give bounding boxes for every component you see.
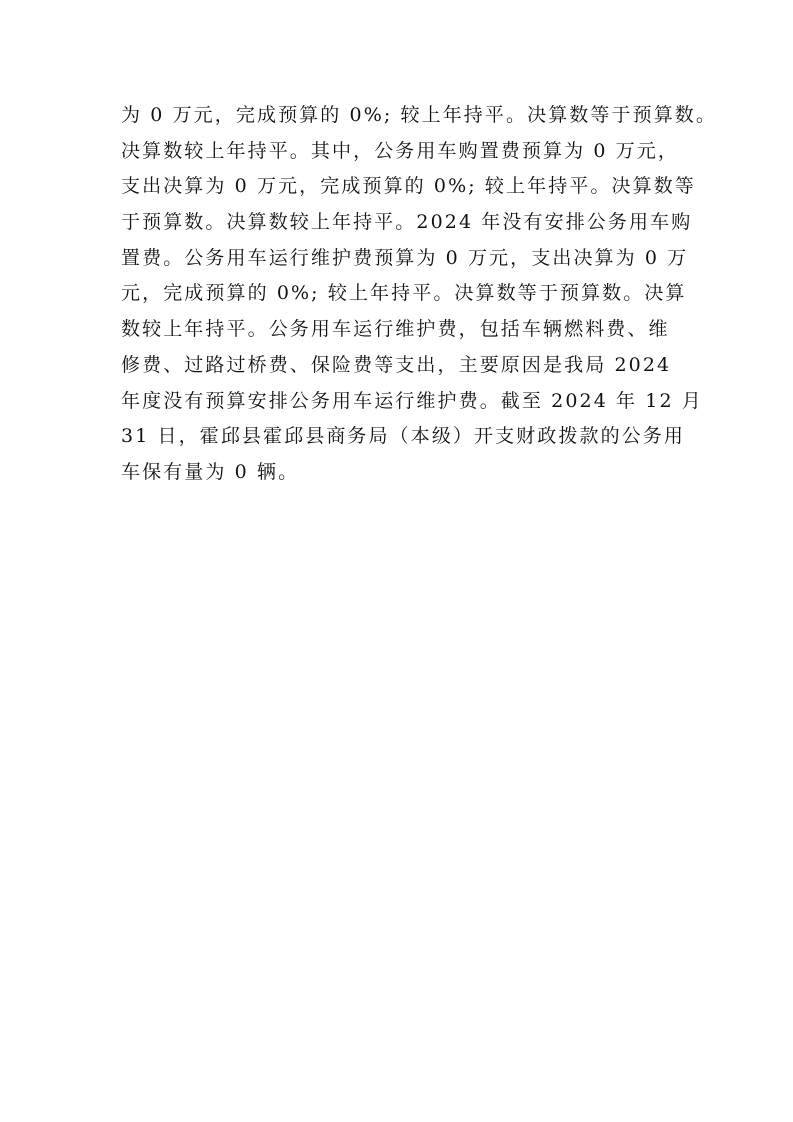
text-line: 于预算数。决算数较上年持平。2024 年没有安排公务用车购 xyxy=(121,211,693,234)
text-line: 车保有量为 0 辆。 xyxy=(121,460,300,483)
text-line: 元，完成预算的 0%; 较上年持平。决算数等于预算数。决算 xyxy=(121,282,687,305)
text-line: 修费、过路过桥费、保险费等支出，主要原因是我局 2024 xyxy=(121,353,672,376)
text-line: 支出决算为 0 万元，完成预算的 0%; 较上年持平。决算数等 xyxy=(121,175,696,198)
text-line: 为 0 万元，完成预算的 0%; 较上年持平。决算数等于预算数。 xyxy=(121,104,717,126)
text-line: 置费。公务用车运行维护费预算为 0 万元，支出决算为 0 万 xyxy=(121,246,689,269)
text-line: 数较上年持平。公务用车运行维护费，包括车辆燃料费、维 xyxy=(121,318,670,341)
body-paragraph xyxy=(121,98,717,491)
text-line: 年度没有预算安排公务用车运行维护费。截至 2024 年 12 月 xyxy=(121,389,703,412)
text-line: 决算数较上年持平。其中，公务用车购置费预算为 0 万元， xyxy=(121,139,679,162)
text-line: 31 日，霍邱县霍邱县商务局（本级）开支财政拨款的公务用 xyxy=(121,425,686,448)
